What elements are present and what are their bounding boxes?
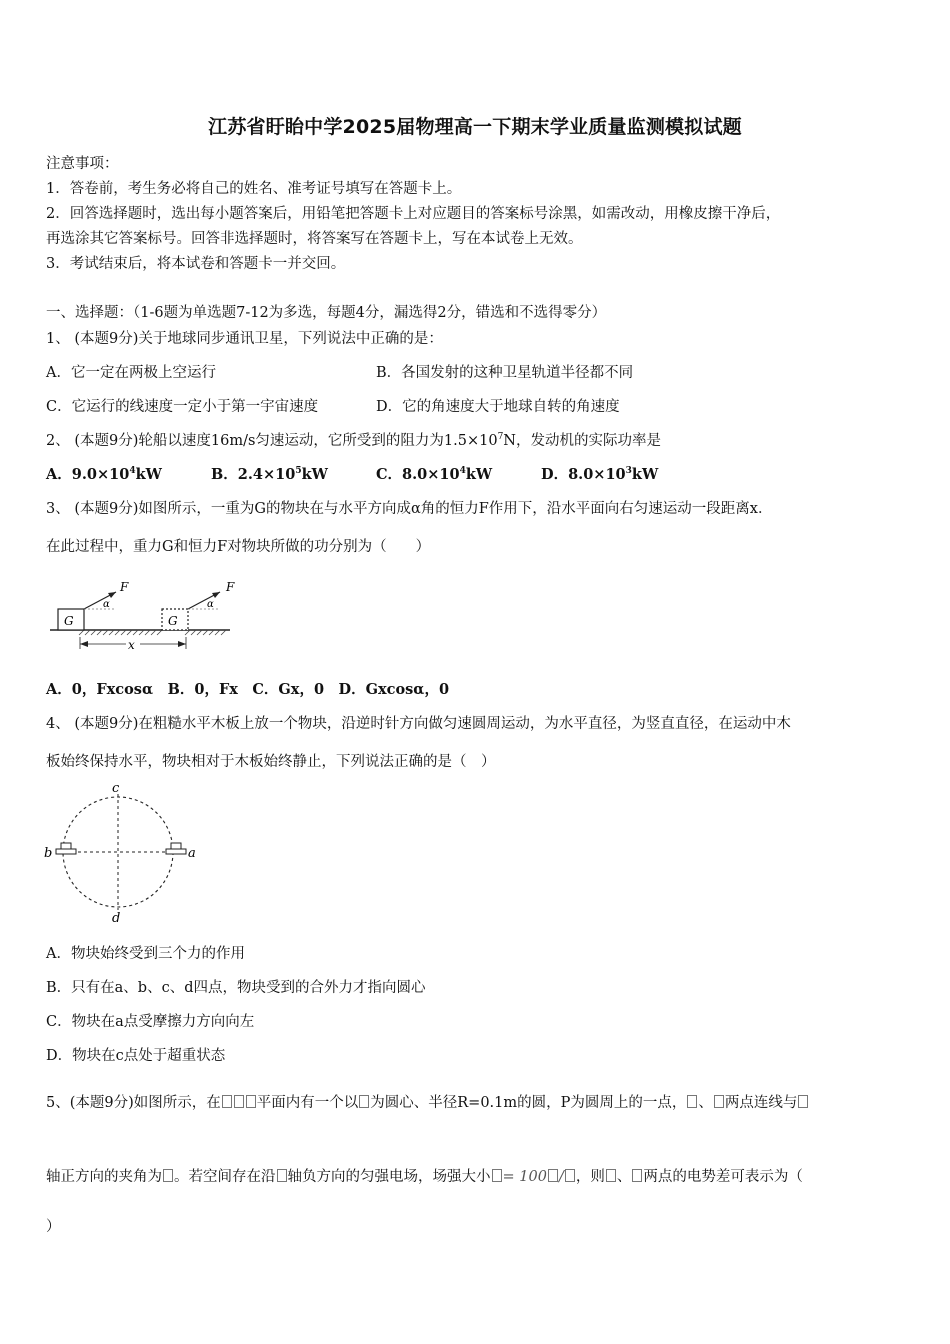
q2-option-a: A．$9.0\times 10^4kW$	[46, 466, 162, 483]
svg-text:x: x	[128, 638, 135, 652]
svg-text:α: α	[103, 599, 110, 610]
q1-stem: 1、 (本题9分)关于地球同步通讯卫星，下列说法中正确的是：	[46, 331, 443, 347]
svg-text:G: G	[64, 614, 74, 628]
q4-stem-2: 板始终保持水平，物块相对于木板始终静止，下列说法正确的是（ ）	[46, 754, 496, 770]
section-heading: 一、选择题：（1-6题为单选题7-12为多选，每题4分，漏选得2分，错选和不选得零分）	[46, 305, 607, 321]
notice-item-2: 2．回答选择题时，选出每小题答案后，用铅笔把答题卡上对应题目的答案标号涂黑，如需改动，用橡皮擦干净后，	[46, 206, 781, 222]
svg-text:G: G	[168, 614, 178, 628]
q1-option-a: A．它一定在两极上空运行	[46, 365, 216, 381]
q4-option-a: A．物块始终受到三个力的作用	[46, 946, 245, 962]
q5-stem-3: ）	[46, 1219, 61, 1235]
q4-stem-1: 4、 (本题9分)在粗糙水平木板上放一个物块，沿逆时针方向做匀速圆周运动，为水平直径，为竖直直径，在运动中木	[46, 716, 791, 732]
svg-text:F: F	[120, 580, 129, 594]
svg-text:a: a	[188, 846, 196, 861]
q3-stem-1: 3、 (本题9分)如图所示，一重为G的物块在与水平方向成α角的恒力F作用下，沿水平面向右匀速运动一段距离x．	[46, 501, 773, 517]
q2-option-d: D．$8.0\times 10^3kW$	[541, 466, 659, 483]
q4-figure	[40, 780, 210, 928]
q5-stem-1: 5、(本题9分)如图所示，在 平面内有一个以 为圆心、半径R=0.1m的圆，P为圆周上的一点， 、 两点连线与	[46, 1091, 809, 1112]
q1-option-c: C．它运行的线速度一定小于第一宇宙速度	[46, 399, 319, 415]
q3-stem-2: 在此过程中，重力G和恒力F对物块所做的功分别为（ ）	[46, 539, 431, 555]
q2-stem: 2、 (本题9分)轮船以速度16m/s匀速运动，它所受到的阻力为$1.5\times 10^7N$，发动机的实际功率是	[46, 432, 661, 449]
q3-options: A．0，Fxcosα B．0，Fx C．Gx，0 D．Gxcosα，0	[46, 681, 450, 698]
notice-heading: 注意事项：	[46, 156, 119, 172]
svg-text:F: F	[226, 580, 235, 594]
q2-option-c: C．$8.0\times 10^4kW$	[376, 466, 493, 483]
svg-text:d: d	[112, 911, 121, 926]
notice-item-2-cont: 再选涂其它答案标号。回答非选择题时，将答案写在答题卡上，写在本试卷上无效。	[46, 231, 583, 247]
q2-option-b: B．$2.4\times 10^5kW$	[211, 466, 328, 483]
page-title: 江苏省盱眙中学2025届物理高一下期末学业质量监测模拟试题	[208, 116, 742, 138]
q1-option-d: D．它的角速度大于地球自转的角速度	[376, 399, 620, 415]
svg-text:b: b	[44, 846, 53, 861]
notice-item-3: 3．考试结束后，将本试卷和答题卡一并交回。	[46, 256, 346, 272]
q5-stem-2: 轴正方向的夹角为 。若空间存在沿 轴负方向的匀强电场，场强大小 = 100 / ，则 、 两点的电势差可表示为（	[46, 1169, 803, 1185]
notice-item-1: 1．答卷前，考生务必将自己的姓名、准考证号填写在答题卡上。	[46, 181, 462, 197]
q4-option-d: D．物块在c点处于超重状态	[46, 1048, 226, 1064]
q4-option-c: C．物块在a点受摩擦力方向向左	[46, 1014, 255, 1030]
q4-option-b: B．只有在a、b、c、d四点，物块受到的合外力才指向圆心	[46, 980, 426, 996]
svg-text:α: α	[207, 599, 214, 610]
q1-option-b: B．各国发射的这种卫星轨道半径都不同	[376, 365, 634, 381]
q3-figure	[44, 574, 244, 658]
svg-text:c: c	[112, 781, 120, 796]
